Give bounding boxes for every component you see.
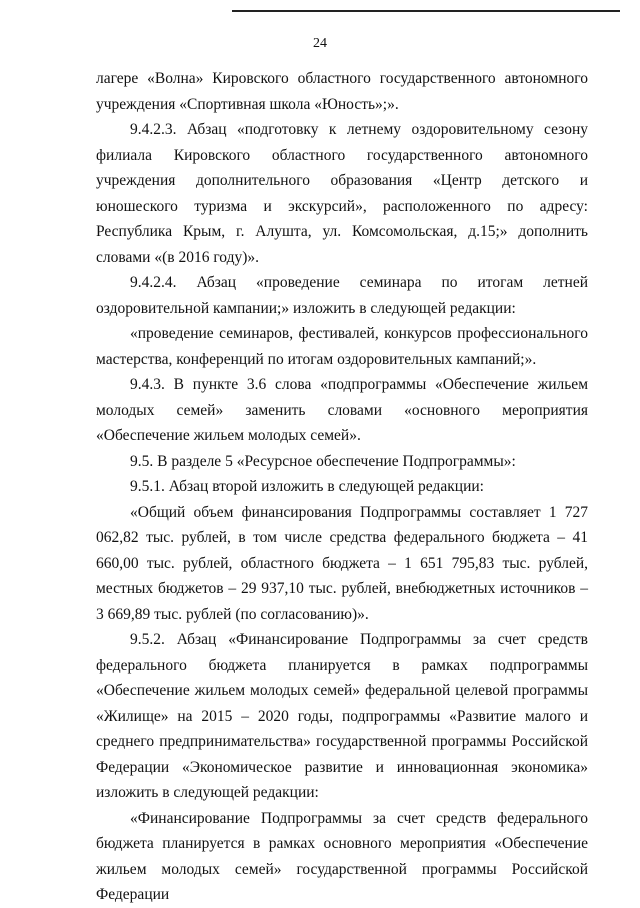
- paragraph-quote-federal-funding: «Финансирование Подпрограммы за счет средств федерального бюджета планируется в рамках основного мероприятия «Обеспечение жильем молодых семей» государственной программы Российской Федерации: [96, 809, 588, 903]
- page-number: 24: [313, 36, 327, 51]
- paragraph-quote-seminars: «проведение семинаров, фестивалей, конкурсов профессионального мастерства, конференций по итогам оздоровительных кампаний;».: [96, 325, 588, 368]
- top-rule: [232, 10, 620, 12]
- paragraph-9-4-2-3: 9.4.2.3. Абзац «подготовку к летнему оздоровительному сезону филиала Кировского областного государственного автономного учреждения дополнительного образования «Центр детского и юношеского туризма и экскурсий», расположенного по адресу: Республика Крым, г. Алушта, ул. Комсомольская, д.15;» дополнить словами «(в 2016 году)».: [96, 121, 588, 266]
- document-body: [96, 66, 588, 908]
- paragraph-9-4-2-4: 9.4.2.4. Абзац «проведение семинара по итогам летней оздоровительной кампании;» изложить в следующей редакции:: [96, 274, 588, 317]
- paragraph-9-4-3: 9.4.3. В пункте 3.6 слова «подпрограммы «Обеспечение жильем молодых семей» заменить словами «основного мероприятия «Обеспечение жильем молодых семей».: [96, 376, 588, 444]
- paragraph-9-5-1: 9.5.1. Абзац второй изложить в следующей редакции:: [130, 478, 484, 495]
- paragraph-9-5: 9.5. В разделе 5 «Ресурсное обеспечение Подпрограммы»:: [130, 452, 516, 470]
- paragraph-9-5-2: 9.5.2. Абзац «Финансирование Подпрограммы за счет средств федерального бюджета планируется в рамках подпрограммы «Обеспечение жильем молодых семей» федеральной целевой программы «Жилище» на 2015 – 2020 годы, подпрограммы «Развитие малого и среднего предпринимательства» государственной программы Российской Федерации «Экономическое развитие и инновационная экономика» изложить в следующей редакции:: [96, 631, 588, 801]
- paragraph-quote-total-funding: «Общий объем финансирования Подпрограммы составляет 1 727 062,82 тыс. рублей, в том числе средства федерального бюджета – 41 660,00 тыс. рублей, областного бюджета – 1 651 795,83 тыс. рублей, местных бюджетов – 29 937,10 тыс. рублей, внебюджетных источников – 3 669,89 тыс. рублей (по согласованию)».: [96, 503, 588, 623]
- paragraph-continuation: лагере «Волна» Кировского областного государственного автономного учреждения «Спортивная школа «Юность»;».: [96, 70, 588, 113]
